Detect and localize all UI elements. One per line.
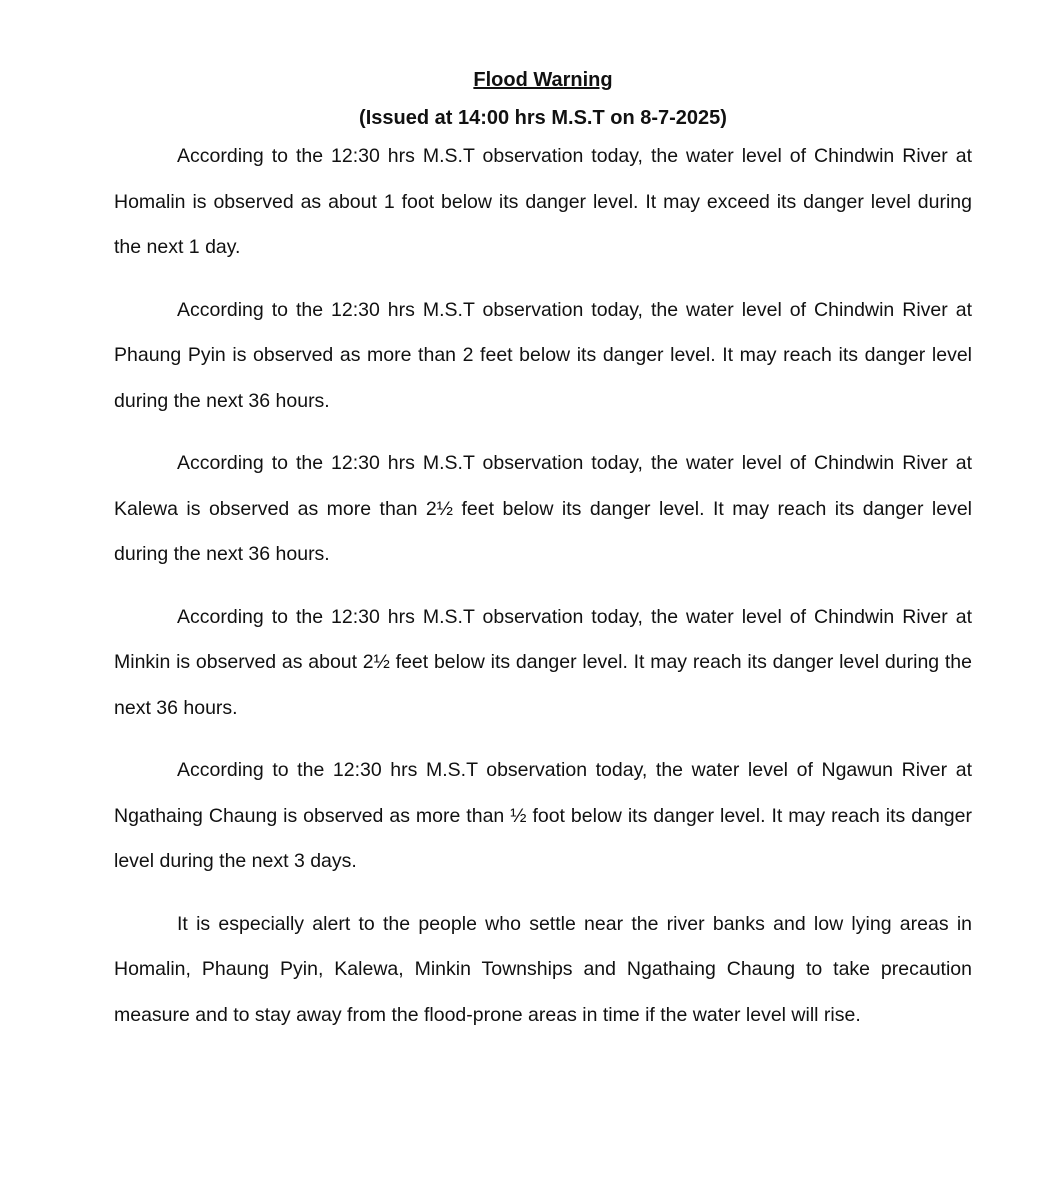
document-page xyxy=(114,64,972,1038)
document-title: Flood Warning xyxy=(473,69,613,91)
issued-time: (Issued at 14:00 hrs M.S.T on 8-7-2025) xyxy=(359,107,727,129)
paragraph-advisory: It is especially alert to the people who settle near the river banks and low lying areas in Homalin, Phaung Pyin, Kalewa, Minkin Townships and Ngathaing Chaung to take precaution measure and to stay away from the flood-prone areas in time if the water level will rise. xyxy=(114,912,972,1026)
paragraph-minkin: According to the 12:30 hrs M.S.T observation today, the water level of Chindwin River at Minkin is observed as about 2½ feet below its danger level. It may reach its danger level during the next 36 hours. xyxy=(114,605,972,719)
paragraph-phaung-pyin: According to the 12:30 hrs M.S.T observation today, the water level of Chindwin River at Phaung Pyin is observed as more than 2 feet below its danger level. It may reach its danger level during the next 36 hours. xyxy=(114,298,972,412)
paragraph-homalin: According to the 12:30 hrs M.S.T observation today, the water level of Chindwin River at Homalin is observed as about 1 foot below its danger level. It may exceed its danger level during the next 1 day. xyxy=(114,145,972,258)
paragraph-kalewa: According to the 12:30 hrs M.S.T observation today, the water level of Chindwin River at Kalewa is observed as more than 2½ feet below its danger level. It may reach its danger level during the next 36 hours. xyxy=(114,452,972,565)
paragraph-ngathaing-chaung: According to the 12:30 hrs M.S.T observation today, the water level of Ngawun River at Ngathaing Chaung is observed as more than ½ foot below its danger level. It may reach its danger level during the next 3 days. xyxy=(114,759,972,872)
